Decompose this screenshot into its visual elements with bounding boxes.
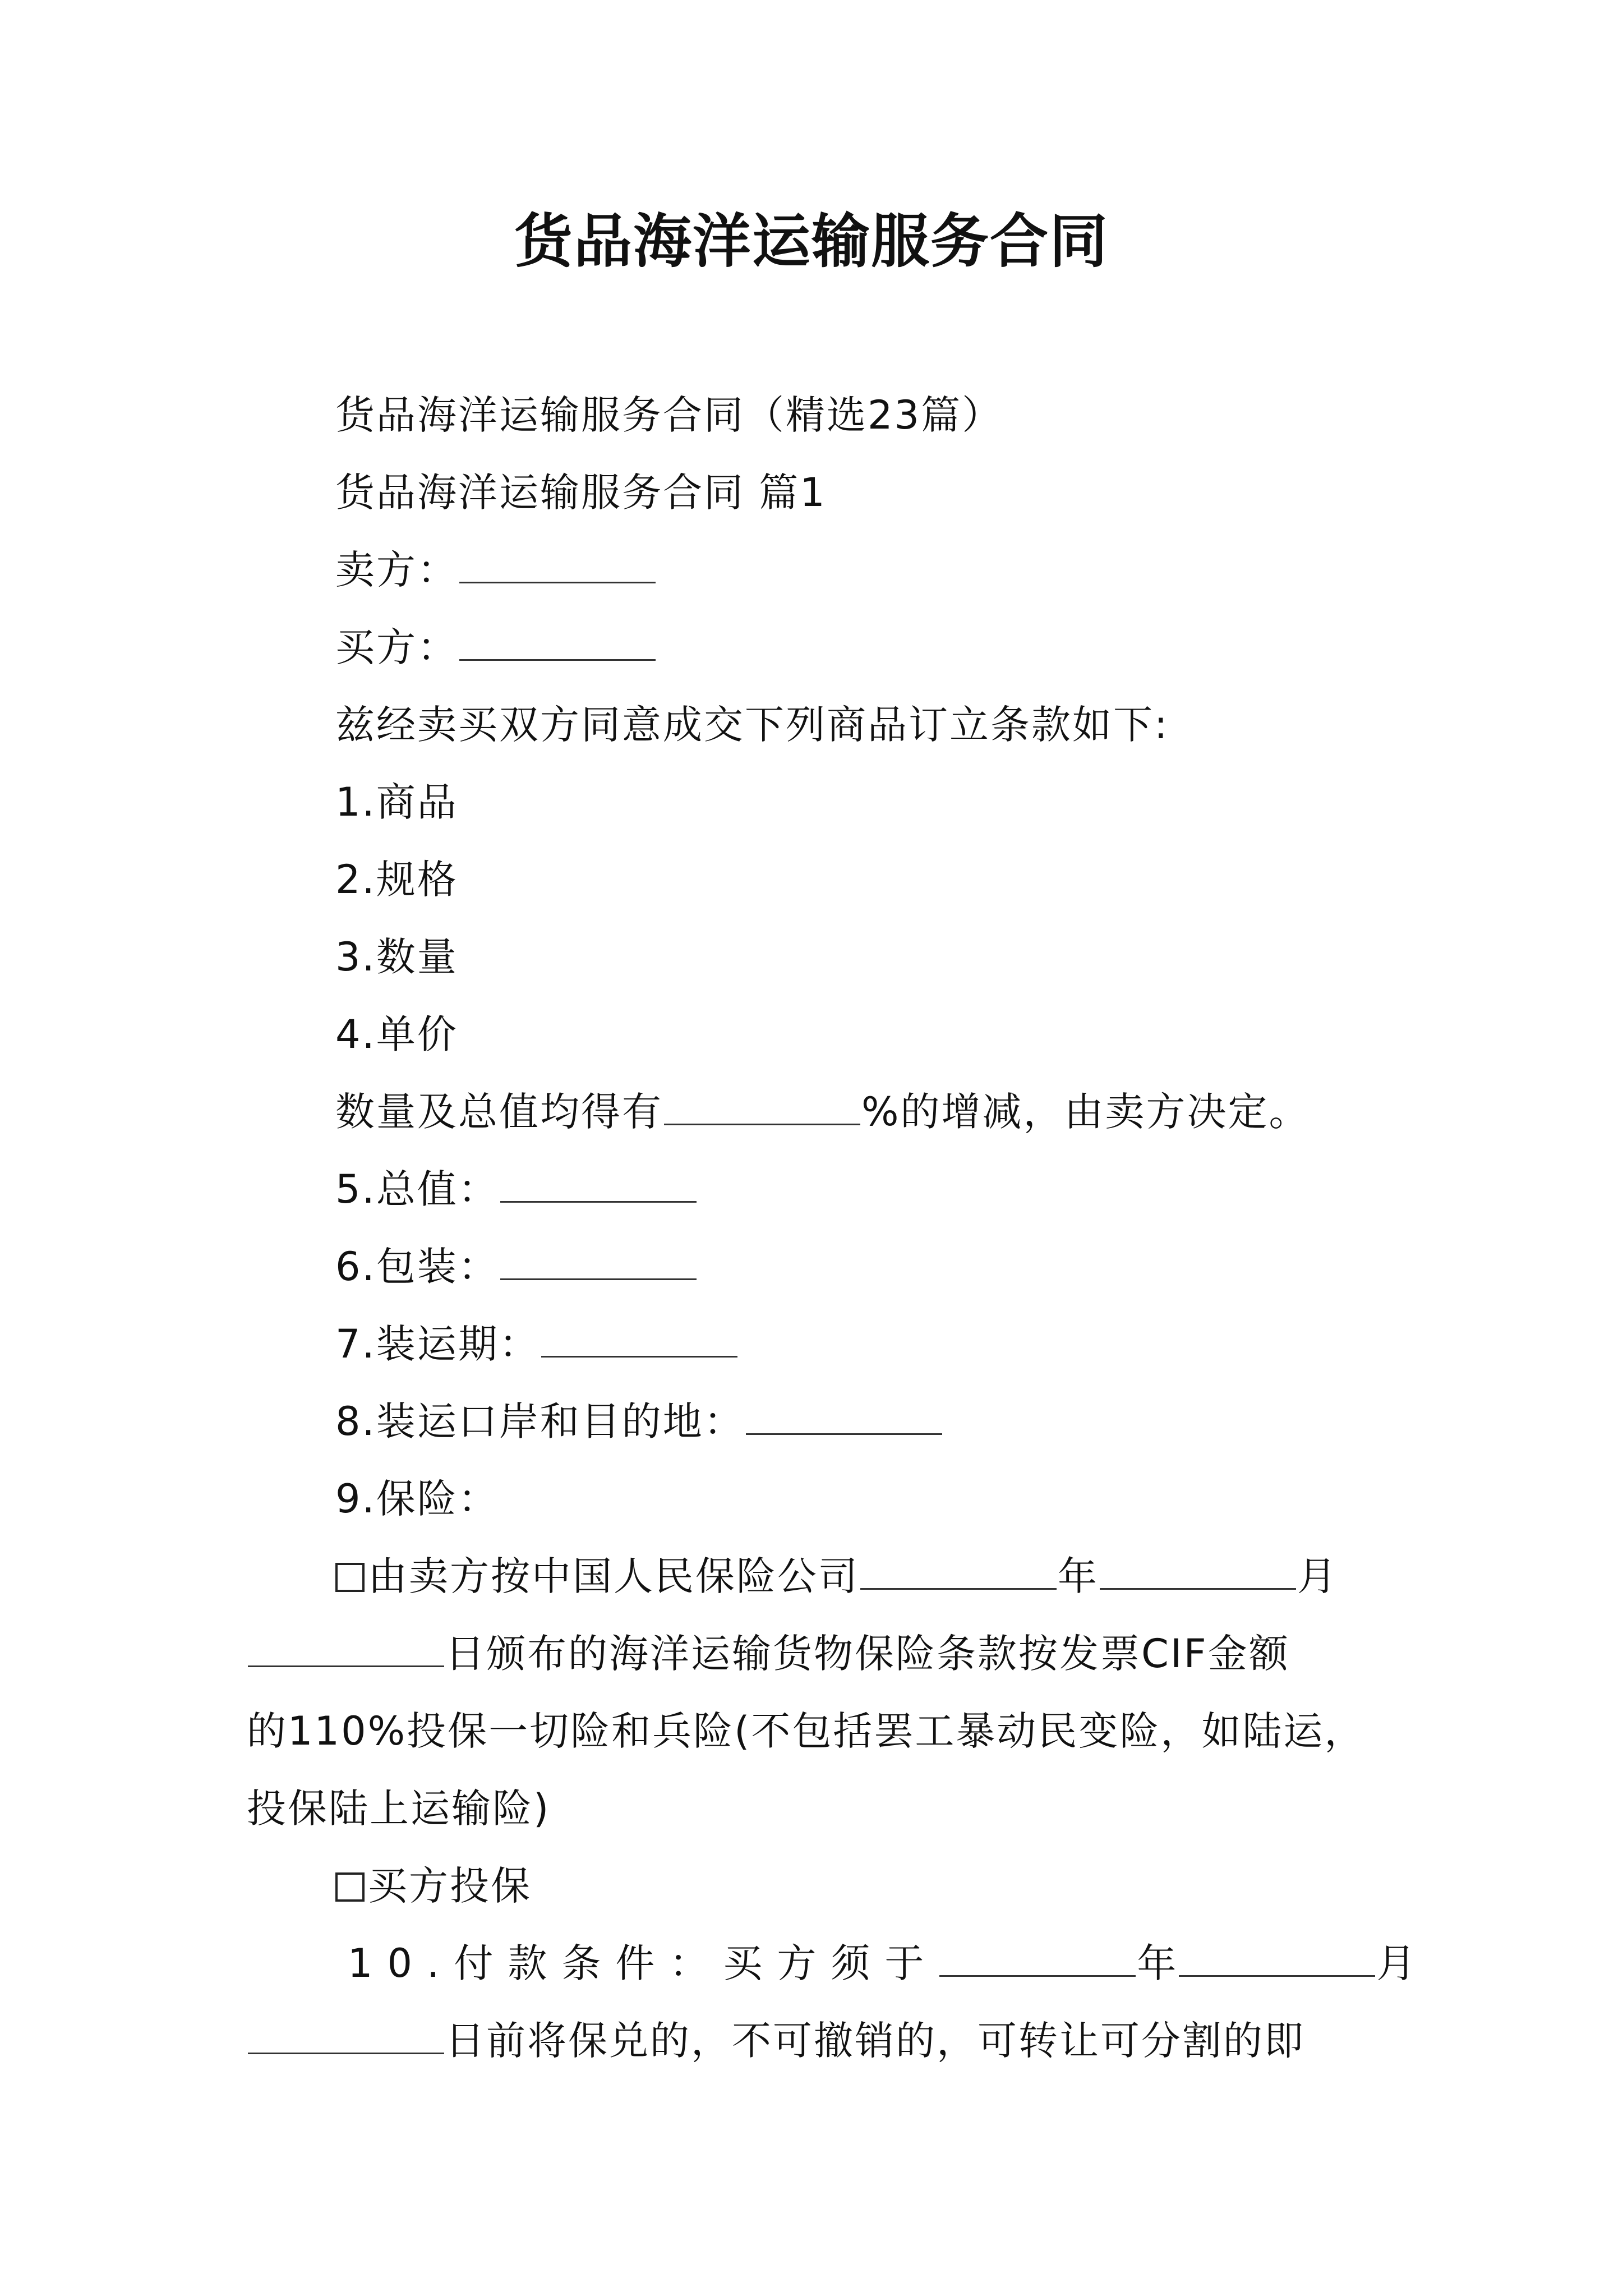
- buyer-blank: [459, 624, 656, 661]
- intro-paragraph: 兹经卖买双方同意成交下列商品订立条款如下:: [335, 702, 1169, 748]
- insurance-month-blank: [1100, 1553, 1296, 1590]
- insurance-option-1-line-2: [247, 1626, 1290, 1682]
- seller-blank: [459, 547, 656, 583]
- insurance-day-blank: [248, 1631, 444, 1667]
- month-label: 月: [1297, 1553, 1338, 1599]
- insurance-year-blank: [860, 1553, 1057, 1590]
- item-quantity: 3.数量: [335, 934, 458, 980]
- buyer-line: [335, 619, 657, 675]
- total-value-label: 5.总值：: [335, 1166, 499, 1212]
- payment-month-blank: [1179, 1940, 1375, 1977]
- port-destination-label: 8.装运口岸和目的地：: [335, 1398, 745, 1444]
- insurance-option-1-line-4: 投保陆上运输险): [247, 1786, 551, 1832]
- packing-blank: [500, 1244, 697, 1280]
- payment-month-label: 月: [1376, 1940, 1418, 1986]
- item-insurance: 9.保险：: [335, 1476, 499, 1522]
- insurance-option-2-text: 买方投保: [368, 1863, 532, 1909]
- payment-terms-label: 10.付款条件：买方须于: [348, 1940, 939, 1986]
- item-port-destination: [335, 1393, 943, 1450]
- quantity-note-suffix: %的增减，由卖方决定。: [861, 1089, 1310, 1135]
- quantity-note-prefix: 数量及总值均得有: [335, 1089, 663, 1135]
- item-unit-price: 4.单价: [335, 1011, 458, 1057]
- packing-label: 6.包装：: [335, 1244, 499, 1290]
- seller-label: 卖方：: [335, 547, 458, 593]
- insurance-option-1-text-a: 由卖方按中国人民保险公司: [368, 1553, 859, 1599]
- item-total-value: [335, 1161, 698, 1217]
- seller-line: [335, 542, 657, 598]
- payment-year-label: 年: [1137, 1940, 1178, 1986]
- item-specification: 2.规格: [335, 857, 458, 903]
- port-destination-blank: [746, 1398, 942, 1435]
- total-value-blank: [500, 1166, 697, 1203]
- payment-terms-text-b: 日前将保兑的，不可撤销的，可转让可分割的即: [445, 2018, 1305, 2064]
- checkbox-icon: [335, 1872, 365, 1902]
- payment-day-blank: [248, 2018, 444, 2054]
- quantity-note: [335, 1084, 1310, 1140]
- item-shipment-period: [335, 1316, 739, 1372]
- year-label: 年: [1058, 1553, 1099, 1599]
- insurance-option-1-line-1: [335, 1548, 1338, 1604]
- insurance-option-1-line-3: 的110%投保一切险和兵险(不包括罢工暴动民变险，如陆运，: [247, 1708, 1366, 1754]
- payment-year-blank: [939, 1940, 1136, 1977]
- insurance-option-1-text-b: 日颁布的海洋运输货物保险条款按发票CIF金额: [445, 1631, 1290, 1677]
- shipment-period-label: 7.装运期：: [335, 1321, 540, 1367]
- item-packing: [335, 1239, 698, 1295]
- document-title: 货品海洋运输服务合同: [514, 206, 1109, 275]
- item-goods: 1.商品: [335, 779, 458, 825]
- item-payment-terms-line-2: [247, 2013, 1305, 2069]
- buyer-label: 买方：: [335, 624, 458, 670]
- shipment-period-blank: [541, 1321, 737, 1358]
- document-subtitle: 货品海洋运输服务合同（精选23篇）: [335, 392, 1003, 438]
- item-payment-terms-line-1: [348, 1935, 1417, 1991]
- insurance-option-2: [335, 1858, 532, 1914]
- checkbox-icon: [335, 1563, 365, 1592]
- quantity-percent-blank: [664, 1089, 860, 1125]
- section-heading: 货品海洋运输服务合同 篇1: [335, 470, 827, 516]
